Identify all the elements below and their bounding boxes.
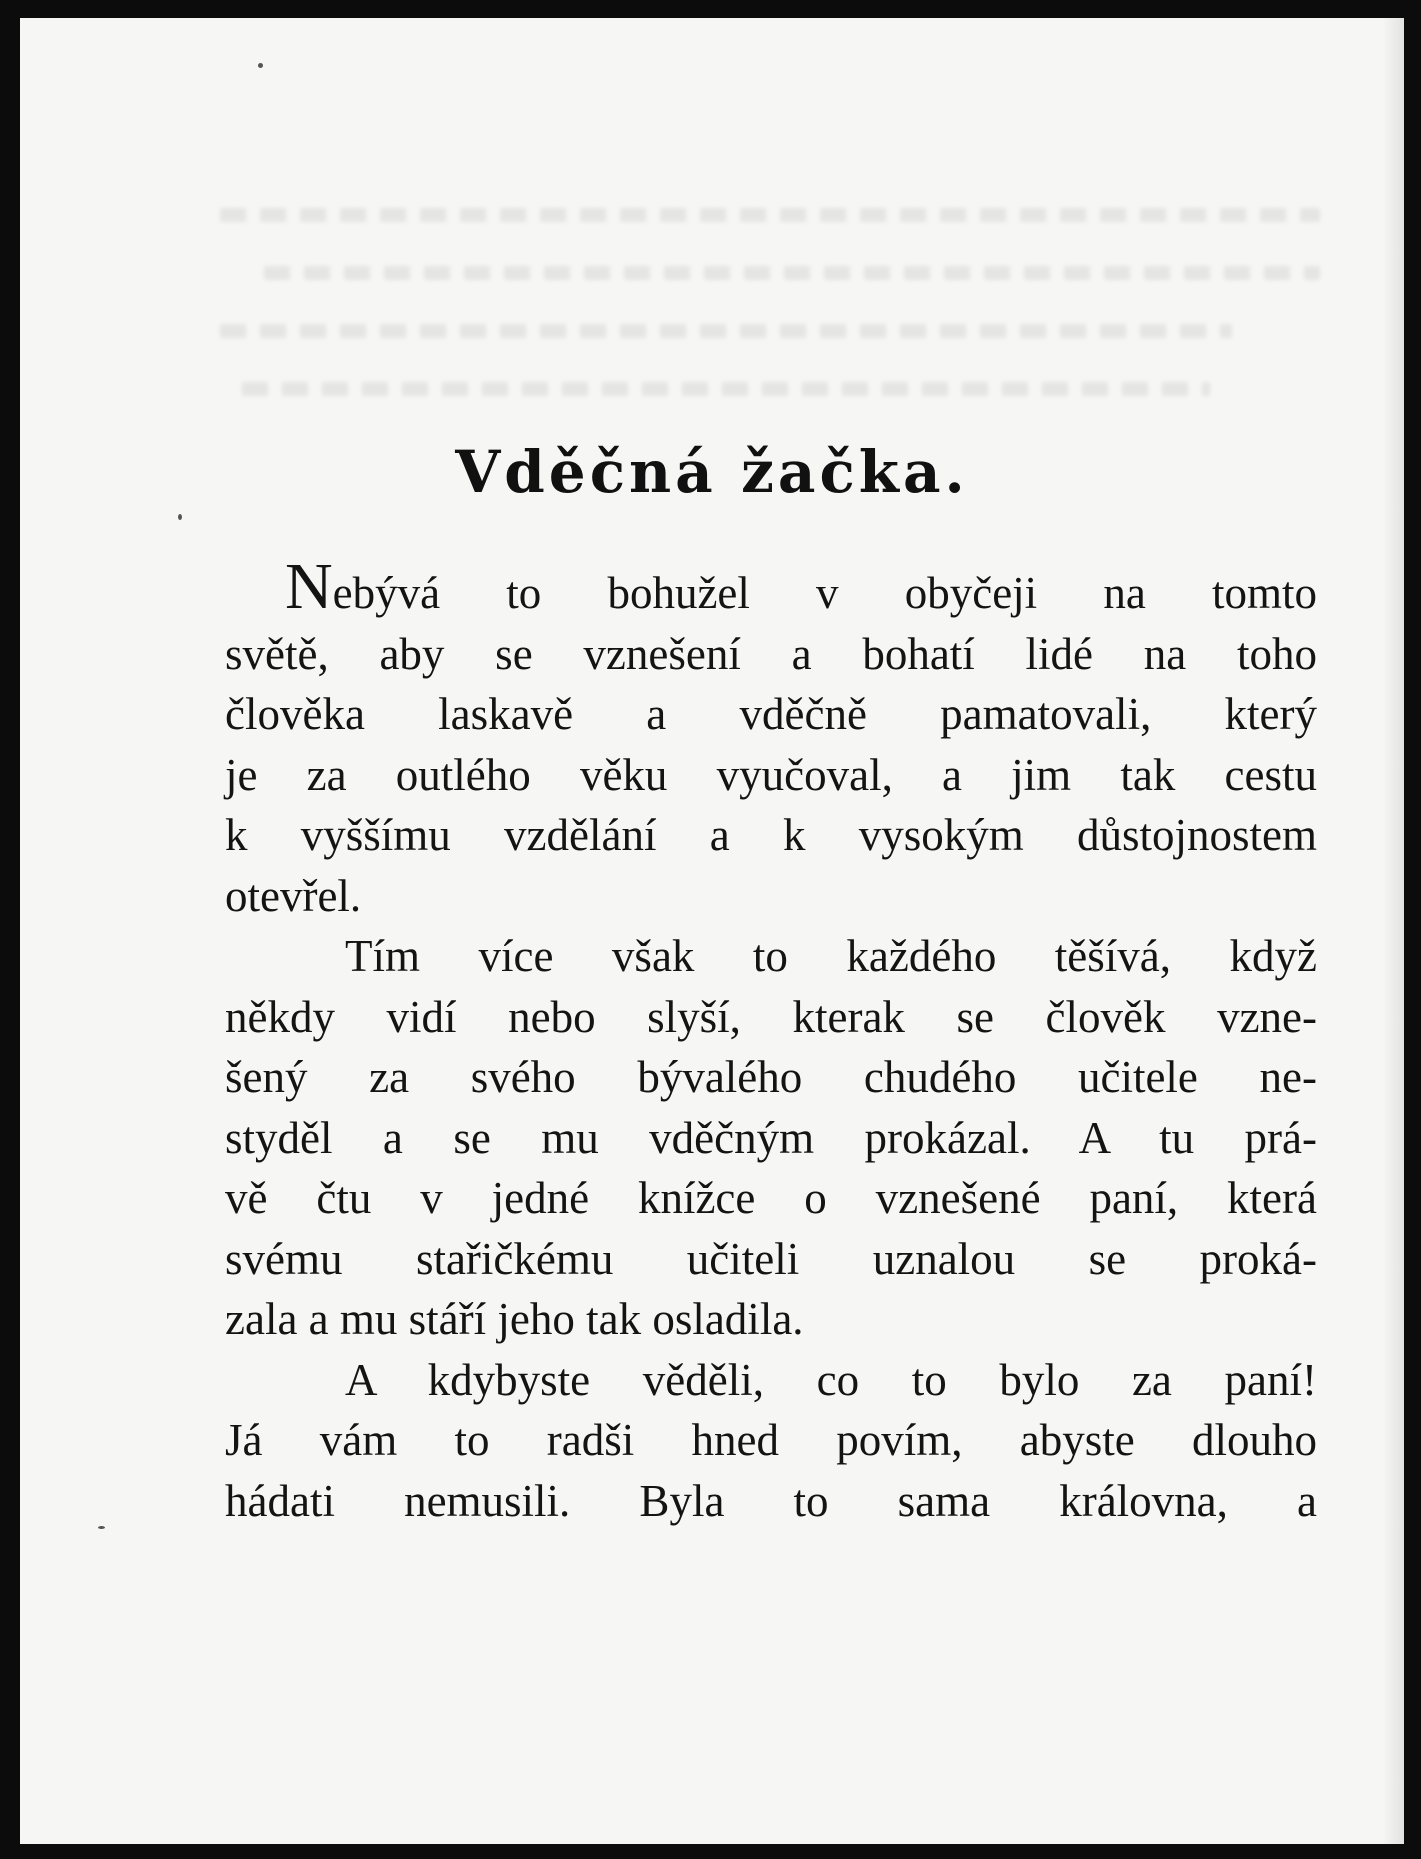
text-line: zala a mu stáří jeho tak osladila. <box>225 1294 804 1344</box>
text-line: Nebývá to bohužel v obyčeji na tomto <box>285 550 1317 623</box>
page-edge-shadow <box>1382 18 1404 1844</box>
text-line: svému stařičkému učiteli uznalou se proká- <box>225 1233 1317 1284</box>
book-page <box>20 18 1404 1844</box>
body-text <box>225 550 1317 1531</box>
drop-cap: N <box>285 550 333 623</box>
paper-speck <box>258 63 263 68</box>
paragraph-3 <box>225 1350 1317 1532</box>
text-line: světě, aby se vznešení a bohatí lidé na toho <box>225 628 1317 679</box>
text-line: Tím více však to každého těšívá, když <box>345 931 1317 981</box>
text-line: A kdybyste věděli, co to bylo za paní! <box>345 1354 1317 1405</box>
text-line: otevřel. <box>225 870 362 921</box>
text-line: k vyššímu vzdělání a k vysokým důstojnostem <box>225 810 1317 860</box>
paper-speck <box>98 1526 105 1529</box>
text-line: šený za svého bývalého chudého učitele ne- <box>225 1052 1317 1102</box>
show-through-text <box>220 208 1320 468</box>
paragraph-1 <box>225 550 1317 926</box>
text-line: vě čtu v jedné knížce o vznešené paní, která <box>225 1173 1317 1223</box>
paragraph-2 <box>225 926 1317 1350</box>
text-line: člověka laskavě a vděčně pamatovali, který <box>225 689 1317 739</box>
paper-speck <box>178 514 182 520</box>
text-line: Já vám to radši hned povím, abyste dlouho <box>225 1415 1317 1465</box>
text-line: je za outlého věku vyučoval, a jim tak cestu <box>225 749 1317 800</box>
text-line: styděl a se mu vděčným prokázal. A tu prá- <box>225 1112 1317 1163</box>
text-line: hádati nemusili. Byla to sama královna, a <box>225 1475 1317 1526</box>
page-title: Vděčná žačka. <box>455 438 969 506</box>
text-line: někdy vidí nebo slyší, kterak se člověk vzne- <box>225 991 1317 1042</box>
